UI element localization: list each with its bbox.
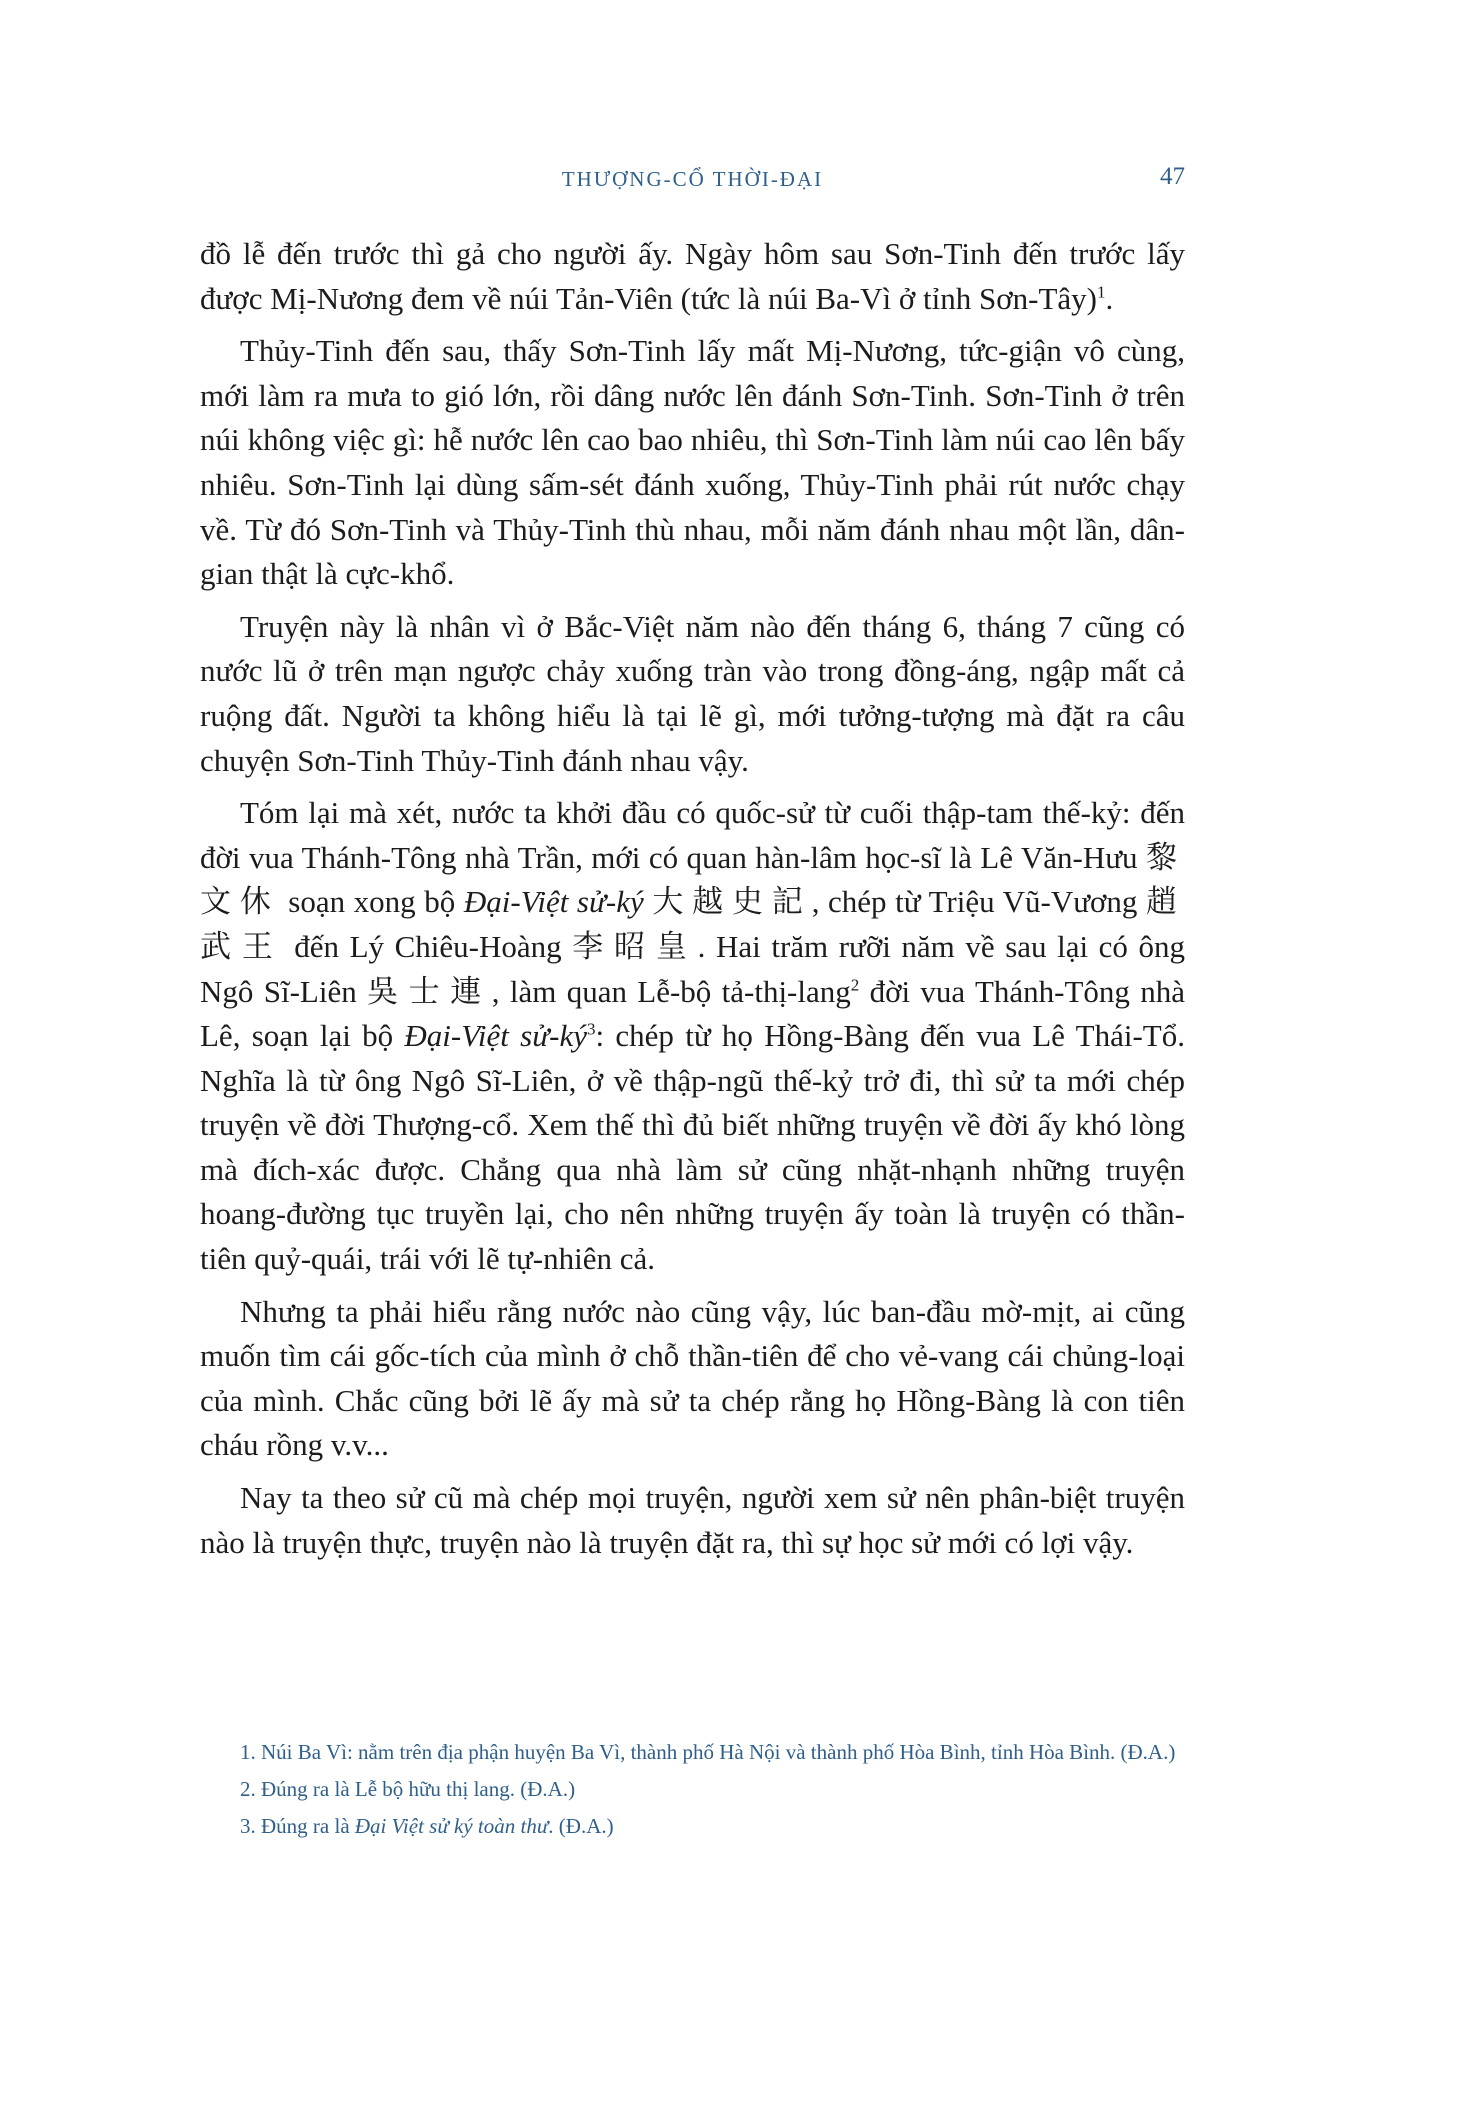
page-number: 47 bbox=[1160, 163, 1185, 190]
footnote-3-prefix: 3. Đúng ra là bbox=[240, 1814, 355, 1838]
paragraph-4-part-6: . Hai trăm rưỡi năm về sau lại có ông Ngô Sĩ-Liên bbox=[200, 928, 1186, 1009]
footnote-3-book-title: Đại Việt sử ký toàn thư bbox=[354, 1814, 549, 1838]
main-text bbox=[200, 232, 1185, 1565]
footnote-3-suffix: . (Đ.A.) bbox=[548, 1814, 614, 1838]
han-name-ly-chieu-hoang: 李昭皇 bbox=[572, 928, 698, 964]
paragraph-4-part-1: Tóm lại mà xét, nước ta khởi đầu có quốc-sử từ cuối thập-tam thế-kỷ: đến đời vua Thánh-Tông nhà Trần, mới có quan hàn-lâm học-sĩ là Lê Văn-Hưu bbox=[200, 795, 1185, 875]
paragraph-4-part-2: soạn xong bộ bbox=[279, 884, 464, 920]
footnotes bbox=[200, 1737, 1185, 1848]
han-name-ngo-si-lien: 吳士連 bbox=[367, 973, 492, 1009]
footnote-ref-3: 3 bbox=[586, 1019, 596, 1039]
running-header bbox=[200, 163, 1185, 203]
paragraph-1-end: . bbox=[1105, 280, 1114, 316]
book-title-dai-viet-su-ky: Đại-Việt sử-ký bbox=[463, 884, 644, 920]
footnote-1: 1. Núi Ba Vì: nằm trên địa phận huyện Ba Vì, thành phố Hà Nội và thành phố Hòa Bình, tỉnh Hòa Bình. (Đ.A.) bbox=[240, 1740, 1176, 1764]
running-header-title: THƯỢNG-CỔ THỜI-ĐẠI bbox=[561, 167, 824, 191]
footnote-2: 2. Đúng ra là Lễ bộ hữu thị lang. (Đ.A.) bbox=[240, 1777, 576, 1801]
book-title-dai-viet-su-ky-2: Đại-Việt sử-ký bbox=[404, 1018, 587, 1054]
paragraph-4-part-4: , chép từ Triệu Vũ-Vương bbox=[811, 884, 1147, 920]
han-name-trieu-vu-vuong: 趙武王 bbox=[200, 884, 1186, 964]
paragraph-6: Nay ta theo sử cũ mà chép mọi truyện, người xem sử nên phân-biệt truyện nào là truyện thực, truyện nào là truyện đặt ra, thì sự học sử mới có lợi vậy. bbox=[200, 1480, 1185, 1560]
footnote-ref-1: 1 bbox=[1096, 282, 1106, 302]
paragraph-2: Thủy-Tinh đến sau, thấy Sơn-Tinh lấy mất Mị-Nương, tức-giận vô cùng, mới làm ra mưa to gió lớn, rồi dâng nước lên đánh Sơn-Tinh. Sơn-Tinh ở trên núi không việc gì: hễ nước lên cao bao nhiêu, thì Sơn-Tinh làm núi cao lên bấy nhiêu. Sơn-Tinh lại dùng sấm-sét đánh xuống, Thủy-Tinh phải rút nước chạy về. Từ đó Sơn-Tinh và Thủy-Tinh thù nhau, mỗi năm đánh nhau một lần, dân-gian thật là cực-khổ. bbox=[200, 333, 1185, 592]
footnote-3 bbox=[200, 1811, 1185, 1841]
paragraph-3: Truyện này là nhân vì ở Bắc-Việt năm nào đến tháng 6, tháng 7 cũng có nước lũ ở trên mạn ngược chảy xuống tràn vào trong đồng-áng, ngập mất cả ruộng đất. Người ta không hiểu là tại lẽ gì, mới tưởng-tượng mà đặt ra câu chuyện Sơn-Tinh Thủy-Tinh đánh nhau vậy. bbox=[200, 608, 1185, 778]
paragraph-4-part-7: , làm quan Lễ-bộ tả-thị-lang bbox=[491, 973, 851, 1009]
paragraph-5: Nhưng ta phải hiểu rằng nước nào cũng vậy, lúc ban-đầu mờ-mịt, ai cũng muốn tìm cái gốc-tích của mình ở chỗ thần-tiên để cho vẻ-vang cái chủng-loại của mình. Chắc cũng bởi lẽ ấy mà sử ta chép rằng họ Hồng-Bàng là con tiên cháu rồng v.v... bbox=[200, 1293, 1185, 1463]
paragraph-4 bbox=[200, 791, 1185, 1282]
han-name-le-van-huu: 黎文休 bbox=[200, 839, 1185, 920]
paragraph-1 bbox=[200, 232, 1185, 321]
paragraph-4-part-8: đời vua Thánh-Tông nhà Lê, soạn lại bộ bbox=[200, 973, 1186, 1054]
paragraph-1-text: đồ lễ đến trước thì gả cho người ấy. Ngày hôm sau Sơn-Tinh đến trước lấy được Mị-Nương đem về núi Tản-Viên (tức là núi Ba-Vì ở tỉnh Sơn-Tây) bbox=[200, 236, 1185, 316]
paragraph-4-part-5: đến Lý Chiêu-Hoàng bbox=[283, 928, 573, 964]
footnote-ref-2: 2 bbox=[850, 975, 860, 995]
han-title-dai-viet-su-ky: 大越史記 bbox=[652, 884, 812, 920]
paragraph-4-part-9: : chép từ họ Hồng-Bàng đến vua Lê Thái-Tổ. Nghĩa là từ ông Ngô Sĩ-Liên, ở về thập-ngũ thế-kỷ trở đi, thì sử ta mới chép truyện về đời Thượng-cổ. Xem thế thì đủ biết những truyện về đời ấy khó lòng mà đích-xác được. Chẳng qua nhà làm sử cũng nhặt-nhạnh những truyện hoang-đường tục truyền lại, cho nên những truyện ấy toàn là truyện có thần-tiên quỷ-quái, trái với lẽ tự-nhiên cả. bbox=[200, 1018, 1185, 1277]
